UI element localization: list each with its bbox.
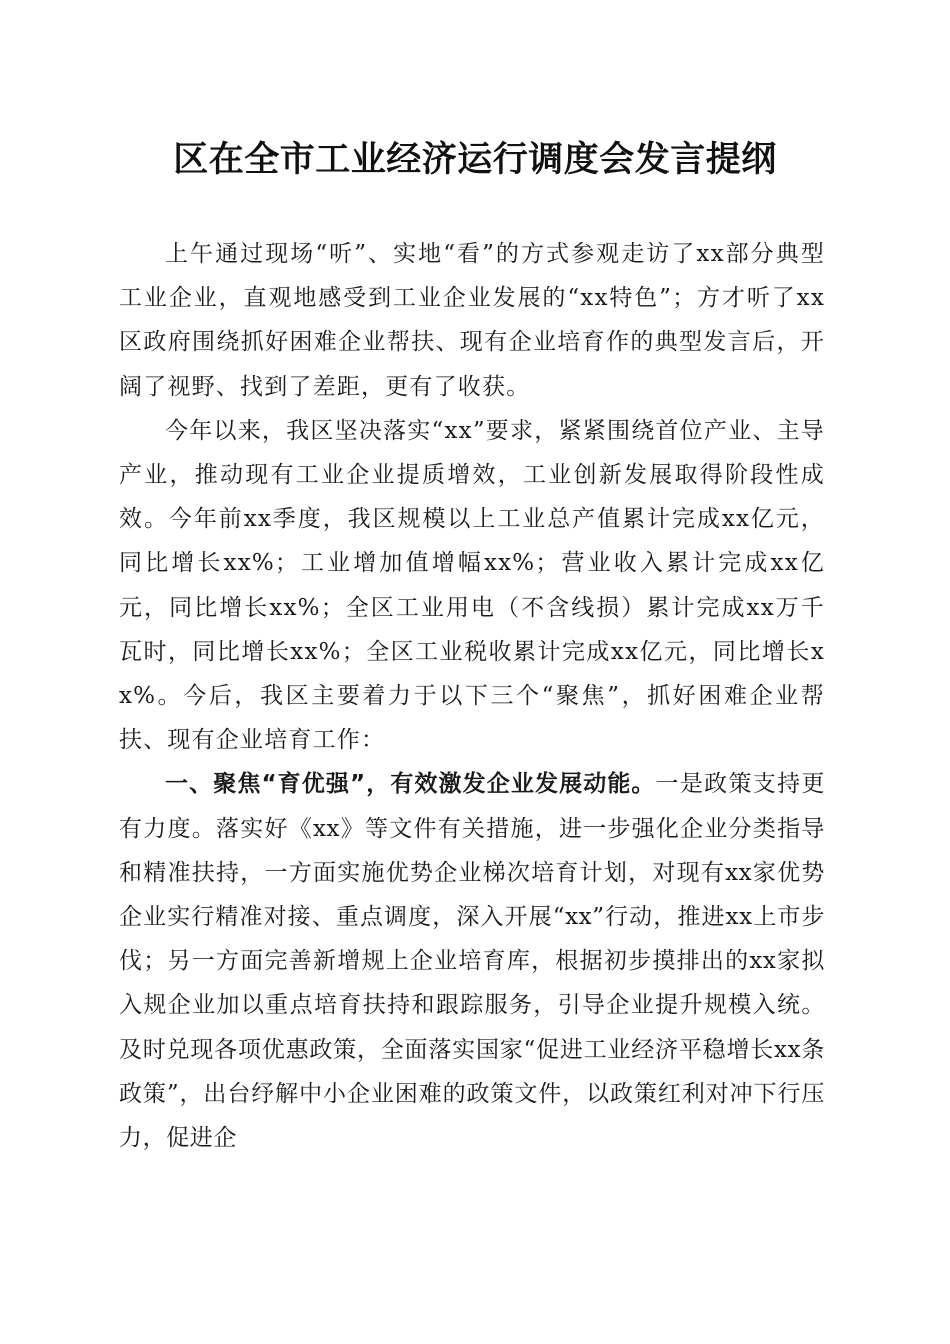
section-1-paragraph (119, 762, 825, 1160)
paragraph-intro: 上午通过现场“听”、实地“看”的方式参观走访了xx部分典型工业企业，直观地感受到工业企业发展的“xx特色”；方才听了xx区政府围绕抓好困难企业帮扶、现有企业培育作的典型发言后，开阔了视野、找到了差距，更有了收获。 (119, 241, 825, 400)
document-body (119, 232, 825, 1160)
section-1-body: 一是政策支持更有力度。落实好《xx》等文件有关措施，进一步强化企业分类指导和精准扶持，一方面实施优势企业梯次培育计划，对现有xx家优势企业实行精准对接、重点调度，深入开展“xx”行动，推进xx上市步伐；另一方面完善新增规上企业培育库，根据初步摸排出的xx家拟入规企业加以重点培育扶持和跟踪服务，引导企业提升规模入统。及时兑现各项优惠政策，全面落实国家“促进工业经济平稳增长xx条政策”，出台纾解中小企业困难的政策文件，以政策红利对冲下行压力，促进企 (119, 771, 826, 1152)
section-1-heading: 一、聚焦“育优强”，有效激发企业发展动能。 (165, 771, 656, 798)
document-title: 区在全市工业经济运行调度会发言提纲 (173, 139, 777, 180)
paragraph-overview: 今年以来，我区坚决落实“xx”要求，紧紧围绕首位产业、主导产业，推动现有工业企业提质增效，工业创新发展取得阶段性成效。今年前xx季度，我区规模以上工业总产值累计完成xx亿元，同比增长xx%；工业增加值增幅xx%；营业收入累计完成xx亿元，同比增长xx%；全区工业用电（不含线损）累计完成xx万千瓦时，同比增长xx%；全区工业税收累计完成xx亿元，同比增长xx%。今后，我区主要着力于以下三个“聚焦”，抓好困难企业帮扶、现有企业培育工作： (119, 417, 825, 754)
